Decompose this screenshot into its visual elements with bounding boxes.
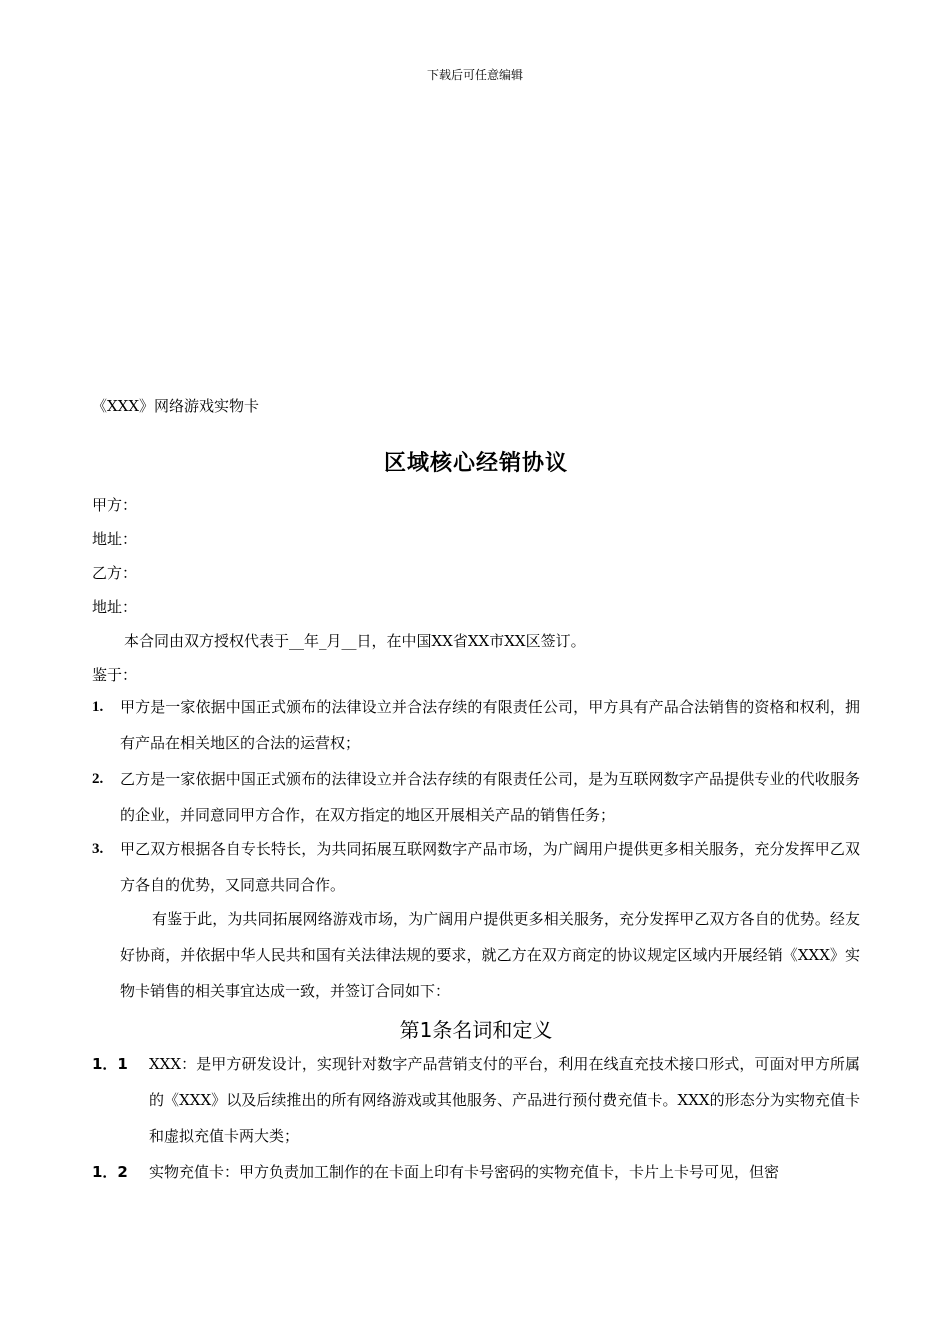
address-a-label: 地址： [92, 530, 138, 548]
whereas-label: 鉴于： [92, 666, 138, 684]
clause-text: XXX：是甲方研发设计，实现针对数字产品营销支付的平台，利用在线直充技术接口形式，可面对甲方所属的《XXX》以及后续推出的所有网络游戏或其他服务、产品进行预付费充值卡。XXX的形态分为实物充值卡和虚拟充值卡两大类； [149, 1055, 860, 1145]
clause-item [92, 1046, 860, 1154]
clause-text: 实物充值卡：甲方负责加工制作的在卡面上印有卡号密码的实物充值卡，卡片上卡号可见，但密 [149, 1163, 780, 1181]
recital-number: 1. [92, 699, 104, 715]
recital-item [92, 831, 860, 903]
preamble-paragraph: 有鉴于此，为共同拓展网络游戏市场，为广阔用户提供更多相关服务，充分发挥甲乙双方各自的优势。经友好协商，并依据中华人民共和国有关法律法规的要求，就乙方在双方商定的协议规定区域内开展经销《XXX》实物卡销售的相关事宜达成一致，并签订合同如下： [120, 910, 860, 1000]
clause-number: 1．1 [92, 1055, 128, 1073]
recital-item [92, 689, 860, 761]
clause-item [92, 1154, 860, 1190]
header-note: 下载后可任意编辑 [426, 68, 523, 82]
party-b-label: 乙方： [92, 564, 138, 582]
recital-number: 2. [92, 771, 104, 787]
document-subtitle: 《XXX》网络游戏实物卡 [92, 397, 260, 415]
recital-item [92, 761, 860, 833]
address-b-label: 地址： [92, 598, 138, 616]
recital-text: 甲方是一家依据中国正式颁布的法律设立并合法存续的有限责任公司，甲方具有产品合法销售的资格和权利，拥有产品在相关地区的合法的运营权； [120, 698, 860, 752]
signing-statement: 本合同由双方授权代表于__年_月__日，在中国XX省XX市XX区签订。 [124, 632, 586, 650]
recital-number: 3. [92, 841, 104, 857]
recital-text: 乙方是一家依据中国正式颁布的法律设立并合法存续的有限责任公司，是为互联网数字产品提供专业的代收服务的企业，并同意同甲方合作，在双方指定的地区开展相关产品的销售任务； [120, 770, 860, 824]
clause-number: 1．2 [92, 1163, 128, 1181]
party-a-label: 甲方： [92, 496, 138, 514]
section-1-title: 第1条名词和定义 [399, 1018, 553, 1042]
document-title: 区域核心经销协议 [383, 450, 568, 476]
recital-text: 甲乙双方根据各自专长特长，为共同拓展互联网数字产品市场，为广阔用户提供更多相关服务，充分发挥甲乙双方各自的优势，又同意共同合作。 [120, 840, 860, 894]
